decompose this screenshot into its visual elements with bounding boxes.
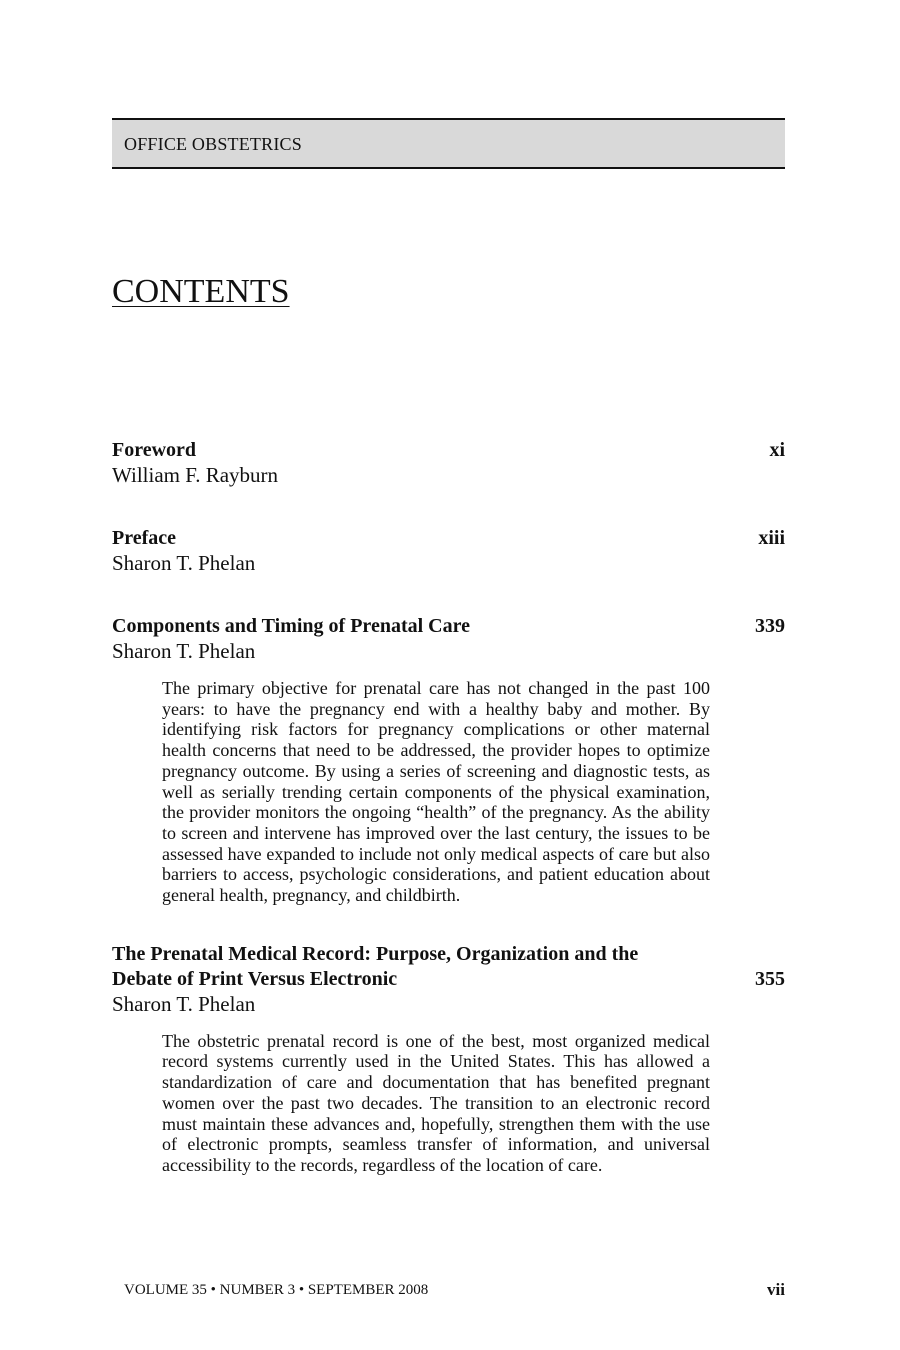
page-title: CONTENTS <box>112 273 290 310</box>
entry-title: The Prenatal Medical Record: Purpose, Organization and the Debate of Print Versus Electronic <box>112 942 639 990</box>
issue-info: VOLUME 35 • NUMBER 3 • SEPTEMBER 2008 <box>124 1282 429 1298</box>
toc-entry-medical-record <box>112 942 785 1176</box>
entry-author: William F. Rayburn <box>112 463 279 487</box>
toc-entry-foreword <box>112 438 785 488</box>
entry-author: Sharon T. Phelan <box>112 991 256 1016</box>
section-label: OFFICE OBSTETRICS <box>124 134 302 154</box>
entry-abstract: The obstetric prenatal record is one of the best, most organized medical record systems currently used in the United States. This has allowed a standardization of care and documentation that has benefited pregnant women over the past two decades. The transition to an electronic record must maintain these advances and, hopefully, strengthen them with the use of electronic prompts, seamless transfer of information, and universal accessibility to the records, regardless of the location of care. <box>162 1030 710 1175</box>
toc-entry-header <box>112 614 785 639</box>
toc-entry-header <box>112 526 785 551</box>
entry-page-number: 339 <box>755 615 785 637</box>
toc-entry-preface <box>112 526 785 576</box>
entry-author: Sharon T. Phelan <box>112 551 256 575</box>
running-header <box>112 118 785 169</box>
entry-page-number: 355 <box>755 967 785 990</box>
entry-title: Foreword <box>112 439 197 461</box>
page-number: vii <box>767 1280 785 1299</box>
page-footer <box>124 1280 785 1300</box>
entry-page-number: xiii <box>758 527 785 549</box>
toc-entry-header <box>112 438 785 463</box>
entry-page-number: xi <box>769 439 785 461</box>
entry-title: Components and Timing of Prenatal Care <box>112 615 470 637</box>
toc-entry-header <box>112 942 785 992</box>
entry-abstract: The primary objective for prenatal care has not changed in the past 100 years: to have the pregnancy end with a healthy baby and mother. By identifying risk factors for pregnancy complications or other maternal health concerns that need to be addressed, the provider hopes to optimize pregnancy outcome. By using a series of screening and diagnostic tests, as well as serially trending certain components of the physical examination, the provider monitors the ongoing “health” of the pregnancy. As the ability to screen and intervene has improved over the last century, the issues to be assessed have expanded to include not only medical aspects of care but also barriers to access, psychologic considerations, and patient education about general health, pregnancy, and childbirth. <box>162 678 710 906</box>
entry-author: Sharon T. Phelan <box>112 639 256 663</box>
table-of-contents <box>112 438 785 1176</box>
entry-title: Preface <box>112 527 177 549</box>
toc-entry-prenatal-care <box>112 614 785 906</box>
